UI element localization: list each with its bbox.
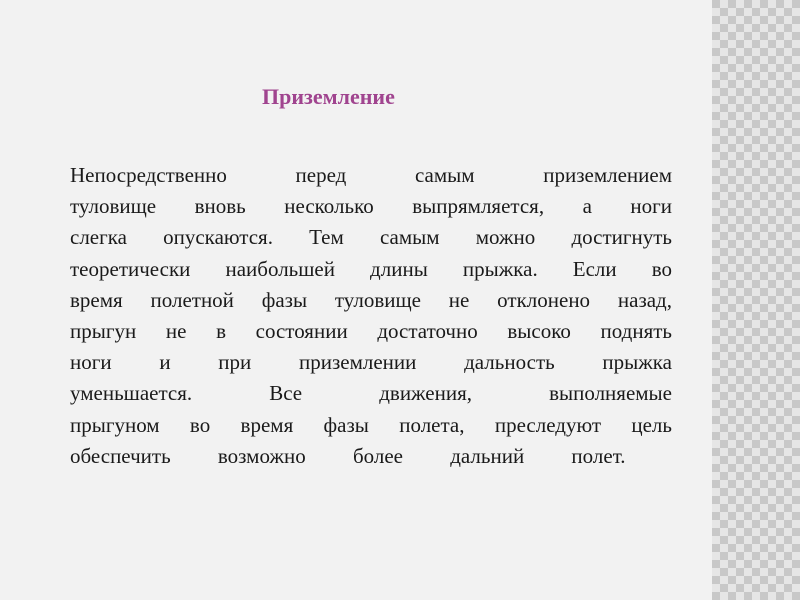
- body-line: обеспечить возможно более дальний полет.: [70, 443, 626, 468]
- body-line: время полетной фазы туловище не отклонено назад,: [70, 287, 672, 312]
- slide-body-text: [70, 160, 672, 472]
- decorative-sidebar: [712, 0, 800, 600]
- body-line: уменьшается. Все движения, выполняемые: [70, 381, 672, 406]
- body-line: прыгун не в состоянии достаточно высоко поднять: [70, 319, 672, 344]
- slide-title: Приземление: [262, 84, 395, 109]
- body-line: прыгуном во время фазы полета, преследуют цель: [70, 412, 672, 437]
- body-line: ноги и при приземлении дальность прыжка: [70, 350, 672, 375]
- body-line: туловище вновь несколько выпрямляется, а ноги: [70, 194, 672, 219]
- body-line: Непосредственно перед самым приземлением: [70, 163, 672, 187]
- body-line: слегка опускаются. Тем самым можно достигнуть: [70, 225, 672, 250]
- body-line: теоретически наибольшей длины прыжка. Если во: [70, 256, 672, 281]
